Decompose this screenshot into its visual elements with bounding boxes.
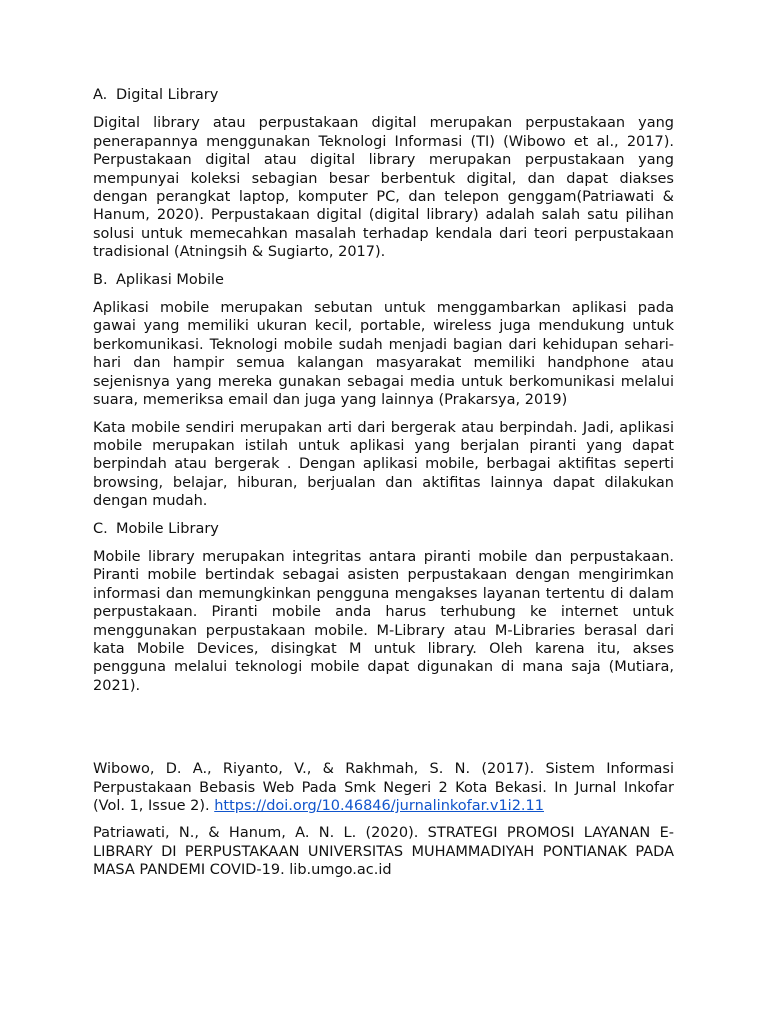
paragraph-digital-library: Digital library atau perpustakaan digital merupakan perpustakaan yang penerapannya menggunakan Teknologi Informasi (TI) (Wibowo et al., 2017). Perpustakaan digital atau digital library merupakan perpustakaan yang mempunyai koleksi sebagian besar berbentuk digital, dan dapat diakses dengan perangkat laptop, komputer PC, dan telepon genggam(Patriawati & Hanum, 2020). Perpustakaan digital (digital library) adalah salah satu pilihan solusi untuk memecahkan masalah terhadap kendala dari teori perpustakaan tradisional (Atningsih & Sugiarto, 2017). bbox=[93, 115, 674, 261]
paragraph-aplikasi-mobile-1: Aplikasi mobile merupakan sebutan untuk menggambarkan aplikasi pada gawai yang memiliki ukuran kecil, portable, wireless juga mendukung untuk berkomunikasi. Teknologi mobile sudah menjadi bagian dari kehidupan sehari-hari dan hampir semua kalangan masyarakat memiliki handphone atau sejenisnya yang mereka gunakan sebagai media untuk berkomunikasi melalui suara, memeriksa email dan juga yang lainnya (Prakarsya, 2019) bbox=[93, 300, 674, 409]
reference-text: Wibowo, D. A., Riyanto, V., & Rakhmah, S. N. (2017). Sistem Informasi Perpustakaan Bebasis Web Pada Smk Negeri 2 Kota Bekasi. In Jurnal Inkofar (Vol. 1, Issue 2). bbox=[93, 761, 674, 814]
blank-space bbox=[93, 704, 674, 760]
section-letter: A. bbox=[93, 87, 108, 103]
paragraph-aplikasi-mobile-2: Kata mobile sendiri merupakan arti dari bergerak atau berpindah. Jadi, aplikasi mobile merupakan istilah untuk aplikasi yang berjalan piranti yang dapat berpindah atau bergerak . Dengan aplikasi mobile, berbagai aktifitas seperti browsing, belajar, hiburan, berjualan dan aktifitas lainnya dapat dilakukan dengan mudah. bbox=[93, 419, 674, 510]
reference-doi-link[interactable]: https://doi.org/10.46846/jurnalinkofar.v1i2.11 bbox=[214, 798, 544, 814]
reference-patriawati bbox=[93, 824, 674, 879]
section-letter: C. bbox=[93, 520, 108, 537]
section-letter: B. bbox=[93, 271, 108, 288]
section-heading-mobile-library bbox=[93, 520, 674, 538]
reference-text: Patriawati, N., & Hanum, A. N. L. (2020). STRATEGI PROMOSI LAYANAN E-LIBRARY DI PERPUSTAKAAN UNIVERSITAS MUHAMMADIYAH PONTIANAK PADA MASA PANDEMI COVID-19. lib.umgo.ac.id bbox=[93, 825, 674, 879]
section-title: Mobile Library bbox=[116, 520, 219, 537]
document-page bbox=[93, 86, 674, 889]
paragraph-mobile-library: Mobile library merupakan integritas antara piranti mobile dan perpustakaan. Piranti mobile bertindak sebagai asisten perpustakaan dengan mengirimkan informasi dan memungkinkan pengguna mengakses layanan tertentu di dalam perpustakaan. Piranti mobile anda harus terhubung ke internet untuk menggunakan perpustakaan mobile. M-Library atau M-Libraries berasal dari kata Mobile Devices, disingkat M untuk library. Oleh karena itu, akses pengguna melalui teknologi mobile dapat digunakan di mana saja (Mutiara, 2021). bbox=[93, 548, 674, 694]
section-heading-aplikasi-mobile bbox=[93, 271, 674, 289]
section-title: Digital Library bbox=[116, 87, 219, 103]
section-heading-digital-library bbox=[93, 86, 674, 104]
reference-wibowo bbox=[93, 760, 674, 815]
section-title: Aplikasi Mobile bbox=[116, 271, 224, 288]
